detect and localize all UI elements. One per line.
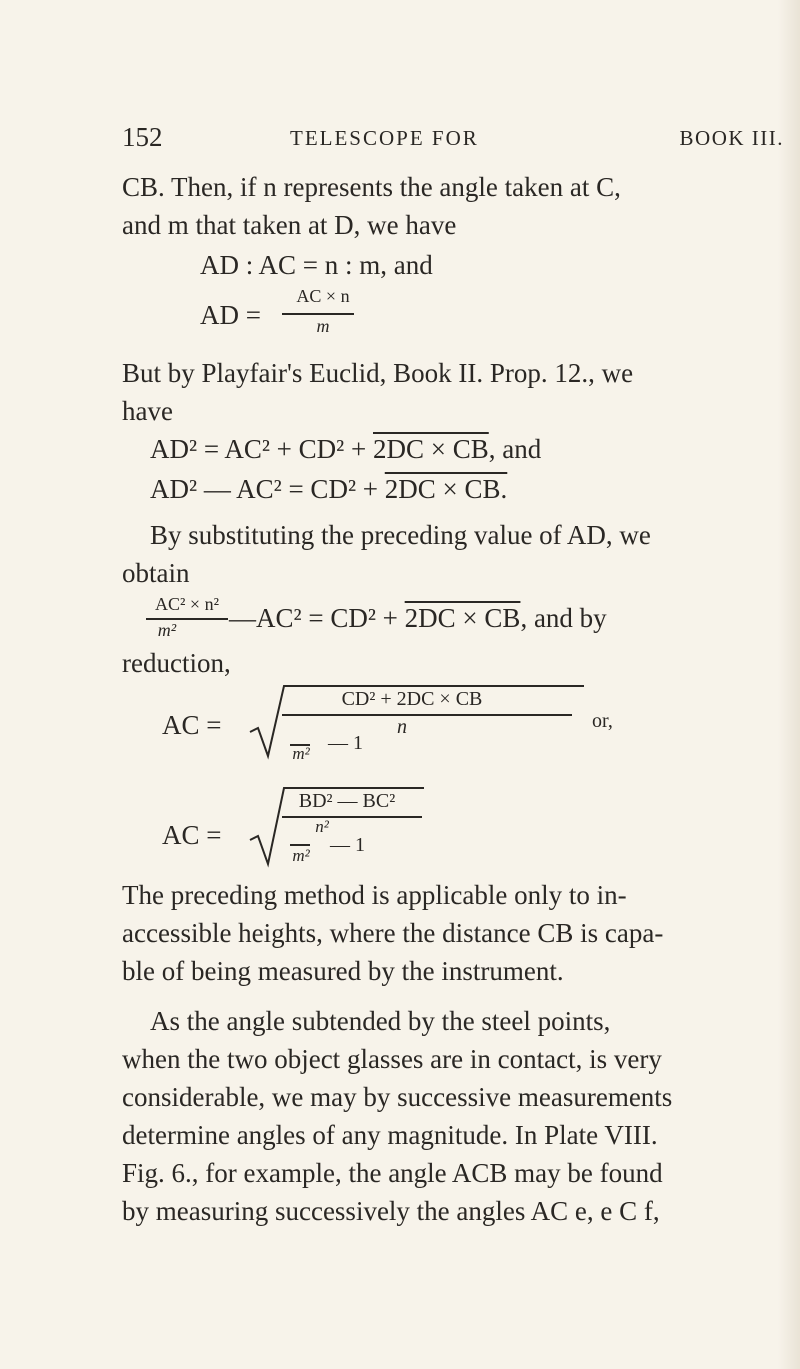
- paragraph-2-line-6: by measuring successively the angles AC e, e C f,: [122, 1196, 660, 1226]
- eq7-numerator: BD² — BC²: [298, 790, 396, 812]
- eq4-part-a: AD² — AC² = CD² +: [150, 474, 385, 504]
- page-edge-shadow: [778, 0, 800, 1369]
- eq6-suffix: or,: [592, 710, 613, 732]
- text-euclid-line-1: But by Playfair's Euclid, Book II. Prop. 12., we: [122, 358, 634, 388]
- paragraph-1-line-1: The preceding method is applicable only to in-: [122, 880, 627, 910]
- equation-ad-lhs: AD =: [200, 300, 261, 330]
- eq5-rest-b: 2DC × CB: [404, 603, 521, 633]
- paragraph-2-line-1: As the angle subtended by the steel points,: [150, 1006, 611, 1036]
- text-reduction: reduction,: [122, 648, 231, 678]
- eq6-lhs: AC =: [162, 710, 222, 740]
- ratio-rhs: = n : m, and: [302, 250, 433, 280]
- eq6-n: n: [397, 716, 407, 738]
- eq5-numerator: AC² × n²: [155, 594, 219, 614]
- paragraph-2-line-4: determine angles of any magnitude. In Plate VIII.: [122, 1120, 658, 1150]
- eq6-numerator: CD² + 2DC × CB: [341, 688, 483, 710]
- paragraph-2-line-5: Fig. 6., for example, the angle ACB may be found: [122, 1158, 663, 1188]
- paragraph-2-line-2: when the two object glasses are in contact, is very: [122, 1044, 662, 1074]
- eq3-part-a: AD² = AC² + CD² +: [150, 434, 373, 464]
- text-substituting-line-2: obtain: [122, 558, 190, 588]
- eq5-rest-a: —AC² = CD² +: [229, 603, 405, 633]
- eq7-mid: n²: [315, 817, 329, 836]
- fraction-bar: [282, 313, 354, 315]
- running-title: TELESCOPE FOR: [290, 126, 479, 150]
- eq3-part-c: , and: [488, 434, 542, 464]
- eq7-den-b: m²: [292, 846, 310, 865]
- text-substituting-line-1: By substituting the preceding value of AD, we: [150, 520, 651, 550]
- eq4-part-b: 2DC × CB.: [384, 474, 508, 504]
- equation-ad-numerator: AC × n: [296, 286, 350, 306]
- book-label: BOOK III.: [679, 126, 784, 150]
- eq6-den-b: m²: [292, 744, 310, 763]
- eq6-den-c: — 1: [328, 732, 363, 754]
- paragraph-1-line-3: ble of being measured by the instrument.: [122, 956, 564, 986]
- intro-line-1: CB. Then, if n represents the angle taken at C,: [122, 172, 621, 202]
- intro-line-2: and m that taken at D, we have: [122, 210, 457, 240]
- equation-ratio: [200, 250, 433, 281]
- equation-ad-squared: [150, 434, 541, 465]
- paragraph-2-line-3: considerable, we may by successive measurements: [122, 1082, 673, 1112]
- text-euclid-line-2: have: [122, 396, 173, 426]
- page-number: 152: [122, 122, 163, 152]
- equation-ad-denominator: m: [316, 316, 330, 336]
- paragraph-1-line-2: accessible heights, where the distance CB is capa-: [122, 918, 664, 948]
- eq3-part-b: 2DC × CB: [373, 434, 489, 464]
- eq5-rest-c: , and by: [520, 603, 607, 633]
- eq5-denominator: m²: [157, 620, 177, 640]
- running-header: [122, 122, 784, 158]
- eq7-den-c: — 1: [330, 834, 365, 856]
- eq5-rest: [229, 603, 607, 634]
- ratio-lhs: AD : AC: [200, 250, 297, 280]
- eq7-lhs: AC =: [162, 820, 222, 850]
- equation-ad-minus-ac: [150, 474, 507, 505]
